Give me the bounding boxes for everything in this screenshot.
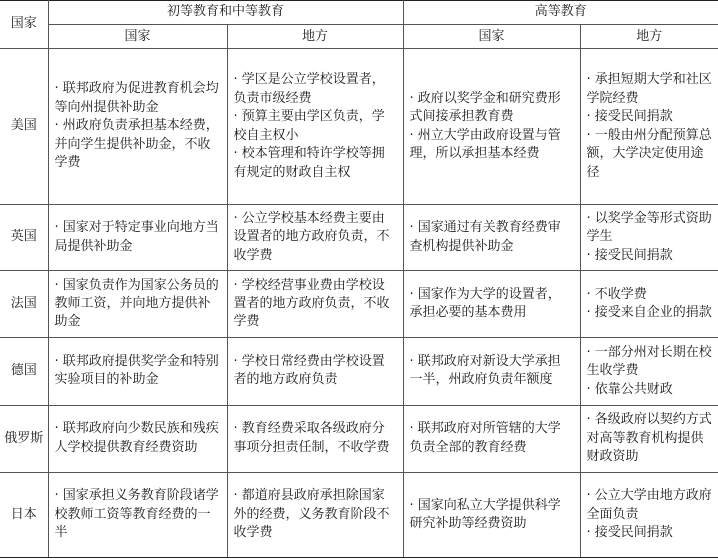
cell-he-local bbox=[580, 49, 718, 204]
cell-ps-national bbox=[48, 49, 227, 204]
cell-he-national bbox=[403, 473, 580, 558]
cell-he-local bbox=[580, 405, 718, 473]
cell-he-national bbox=[403, 49, 580, 204]
bullet-item: · 学区是公立学校设置者，负责市级经费 bbox=[233, 72, 385, 106]
subheader-he-national: 国家 bbox=[403, 25, 580, 49]
bullet-item: · 联邦政府对所管辖的大学负责全部的教育经费 bbox=[409, 421, 561, 455]
cell-ps-national bbox=[48, 204, 227, 271]
bullet-item: · 接受民间捐款 bbox=[586, 109, 673, 125]
cell-ps-local bbox=[227, 271, 403, 338]
bullet-item: · 学校日常经费由学校设置者的地方政府负责 bbox=[233, 353, 385, 388]
cell-he-national bbox=[403, 405, 580, 473]
table-row bbox=[0, 405, 718, 473]
bullet-item: · 依靠公共财政 bbox=[586, 381, 673, 397]
cell-ps-national bbox=[48, 473, 227, 558]
bullet-item: · 接受民间捐款 bbox=[586, 525, 673, 541]
bullet-item: · 国家负责作为国家公务员的教师工资，并向地方提供补助金 bbox=[54, 277, 219, 330]
country-cell: 德国 bbox=[0, 338, 48, 406]
cell-ps-national bbox=[48, 405, 227, 473]
table-row bbox=[0, 473, 718, 558]
bullet-item: · 学校经营事业费由学校设置者的地方政府负责，不收学费 bbox=[233, 277, 390, 330]
bullet-item: · 国家通过有关教育经费审查机构提供补助金 bbox=[409, 220, 561, 254]
cell-he-national bbox=[403, 204, 580, 271]
cell-ps-local bbox=[227, 204, 403, 271]
bullet-item: · 都道府县政府承担除国家外的经费，义务教育阶段不收学费 bbox=[233, 488, 390, 541]
subheader-ps-national: 国家 bbox=[48, 25, 227, 49]
country-cell: 俄罗斯 bbox=[0, 405, 48, 473]
bullet-item: · 预算主要由学区负责，学校自主权小 bbox=[233, 109, 385, 143]
bullet-item: · 国家对于特定事业向地方当局提供补助金 bbox=[54, 220, 219, 254]
bullet-item: · 各级政府以契约方式对高等教育机构提供财政资助 bbox=[586, 412, 712, 465]
bullet-item: · 接受民间捐款 bbox=[586, 247, 673, 263]
country-cell: 美国 bbox=[0, 49, 48, 204]
header-country: 国家 bbox=[0, 1, 48, 49]
bullet-item: · 联邦政府提供奖学金和特别实验项目的补助金 bbox=[54, 353, 219, 388]
bullet-item: · 不收学费 bbox=[586, 286, 647, 302]
header-higher-education: 高等教育 bbox=[403, 1, 718, 25]
table-row bbox=[0, 204, 718, 271]
cell-ps-national bbox=[48, 338, 227, 406]
table-subheader-row bbox=[0, 25, 718, 49]
table-row bbox=[0, 338, 718, 406]
bullet-item: · 接受来自企业的捐款 bbox=[586, 305, 712, 321]
table-row bbox=[0, 271, 718, 338]
cell-he-national bbox=[403, 271, 580, 338]
table-body bbox=[0, 49, 718, 558]
bullet-item: · 联邦政府对新设大学承担一半，州政府负责年额度 bbox=[409, 353, 561, 388]
cell-ps-national bbox=[48, 271, 227, 338]
country-cell: 法国 bbox=[0, 271, 48, 338]
cell-ps-local bbox=[227, 405, 403, 473]
header-primary-secondary: 初等教育和中等教育 bbox=[48, 1, 403, 25]
cell-he-local bbox=[580, 338, 718, 406]
table-header-row bbox=[0, 1, 718, 25]
cell-he-local bbox=[580, 473, 718, 558]
bullet-item: · 以奖学金等形式资助学生 bbox=[586, 210, 712, 245]
country-cell: 英国 bbox=[0, 204, 48, 271]
bullet-item: · 公立大学由地方政府全面负责 bbox=[586, 488, 712, 522]
bullet-item: · 国家承担义务教育阶段诸学校教师工资等教育经费的一半 bbox=[54, 488, 219, 541]
bullet-item: · 公立学校基本经费主要由设置者的地方政府负责，不收学费 bbox=[233, 210, 390, 263]
bullet-item: · 一部分州对长期在校生收学费 bbox=[586, 344, 712, 379]
bullet-item: · 联邦政府为促进教育机会均等向州提供补助金 bbox=[54, 81, 219, 115]
table-row bbox=[0, 49, 718, 204]
bullet-item: · 一般由州分配预算总额，大学决定使用途径 bbox=[586, 127, 712, 180]
cell-ps-local bbox=[227, 473, 403, 558]
bullet-item: · 国家向私立大学提供科学研究补助等经费资助 bbox=[409, 497, 561, 532]
country-cell: 日本 bbox=[0, 473, 48, 558]
cell-he-local bbox=[580, 204, 718, 271]
bullet-item: · 政府以奖学金和研究费形式间接承担教育费 bbox=[409, 90, 561, 125]
bullet-item: · 州政府负责承担基本经费，并向学生提供补助金，不收学费 bbox=[54, 118, 219, 171]
cell-ps-local bbox=[227, 49, 403, 204]
cell-ps-local bbox=[227, 338, 403, 406]
bullet-item: · 州立大学由政府设置与管理，所以承担基本经费 bbox=[409, 127, 561, 162]
subheader-he-local: 地方 bbox=[580, 25, 718, 49]
cell-he-local bbox=[580, 271, 718, 338]
bullet-item: · 校本管理和特许学校等拥有规定的财政自主权 bbox=[233, 146, 385, 180]
subheader-ps-local: 地方 bbox=[227, 25, 403, 49]
bullet-item: · 联邦政府向少数民族和残疾人学校提供教育经费资助 bbox=[54, 421, 219, 455]
bullet-item: · 承担短期大学和社区学院经费 bbox=[586, 72, 712, 106]
cell-he-national bbox=[403, 338, 580, 406]
bullet-item: · 国家作为大学的设置者，承担必要的基本费用 bbox=[409, 286, 561, 321]
bullet-item: · 教育经费采取各级政府分事项分担责任制，不收学费 bbox=[233, 421, 390, 455]
